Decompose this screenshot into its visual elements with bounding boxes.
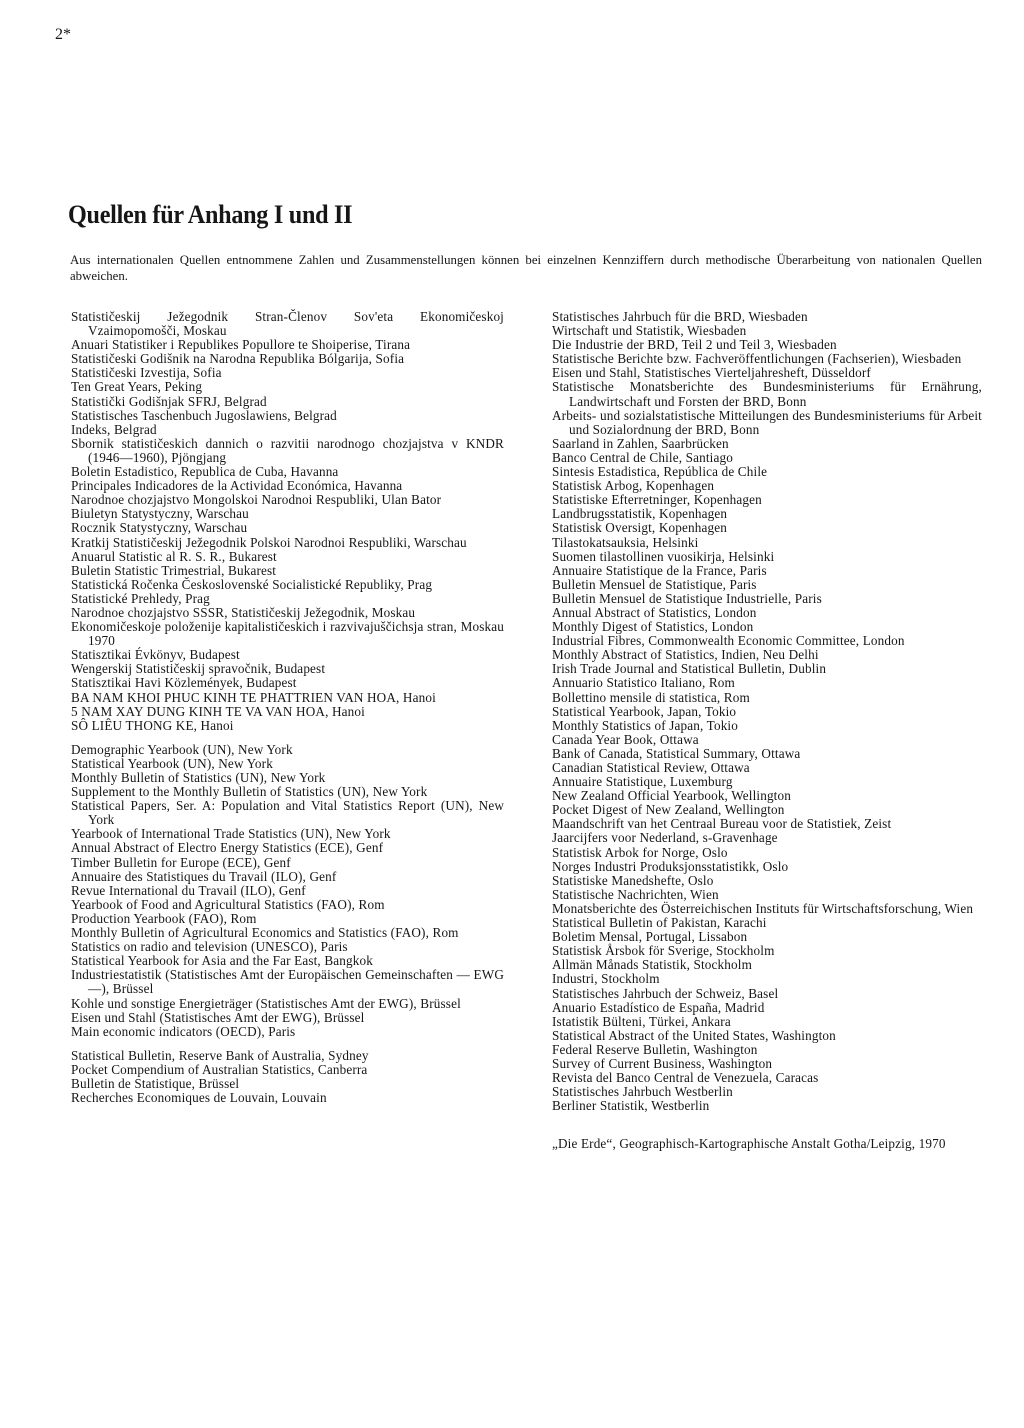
- list-item: Statistički Godišnjak SFRJ, Belgrad: [71, 393, 267, 409]
- list-item: Canada Year Book, Ottawa: [552, 731, 699, 747]
- list-item: Statisztikai Havi Közlemények, Budapest: [71, 675, 297, 691]
- list-item: Wengerskij Statističeskij spravočnik, Budapest: [71, 661, 326, 677]
- list-item: Buletin Statistic Trimestrial, Bukarest: [71, 562, 277, 578]
- list-item: Bulletin Mensuel de Statistique Industrielle, Paris: [552, 590, 822, 606]
- list-item: Allmän Månads Statistik, Stockholm: [552, 957, 752, 973]
- sources-list-left: [71, 310, 504, 1105]
- list-item: Annuaire Statistique de la France, Paris: [552, 562, 767, 578]
- list-item: Statistical Bulletin, Reserve Bank of Australia, Sydney: [71, 1047, 369, 1063]
- list-item: Sintesis Estadistica, República de Chile: [552, 464, 768, 480]
- list-item: Supplement to the Monthly Bulletin of Statistics (UN), New York: [71, 784, 428, 800]
- list-item: Annual Abstract of Statistics, London: [552, 604, 757, 620]
- list-item: Annuaire Statistique, Luxemburg: [552, 774, 733, 790]
- list-item: Biuletyn Statystyczny, Warschau: [71, 506, 249, 522]
- list-item: Bulletin Mensuel de Statistique, Paris: [552, 576, 757, 592]
- list-item: Statistisk Arbok for Norge, Oslo: [552, 844, 728, 860]
- list-item: Die Industrie der BRD, Teil 2 und Teil 3, Wiesbaden: [552, 337, 837, 353]
- page-title: Quellen für Anhang I und II: [68, 200, 353, 229]
- list-item: Annuario Statistico Italiano, Rom: [552, 675, 735, 691]
- list-item: Industrial Fibres, Commonwealth Economic Committee, London: [552, 633, 905, 649]
- list-item: Yearbook of Food and Agricultural Statistics (FAO), Rom: [71, 896, 385, 912]
- intro-paragraph: Aus internationalen Quellen entnommene Zahlen und Zusammenstellungen können bei einzelnen Kennziffern durch methodische Überarbeitung von nationalen Quellen abweichen.: [70, 253, 982, 283]
- list-item: Sbornik statističeskich dannich o razvitii narodnogo chozjajstva v KNDR (1946—1960), Pjöngjang: [71, 435, 504, 465]
- list-item: Statistical Papers, Ser. A: Population and Vital Statistics Report (UN), New York: [71, 798, 504, 828]
- list-item: Ekonomičeskoje položenije kapitalističeskich i razvivajuščichsja stran, Moskau 1970: [71, 619, 504, 649]
- list-item: Statistical Abstract of the United States, Washington: [552, 1027, 836, 1043]
- list-item: Boletim Mensal, Portugal, Lissabon: [552, 929, 748, 945]
- list-item: Statisztikai Évkönyv, Budapest: [71, 647, 240, 663]
- list-item: Tilastokatsauksia, Helsinki: [552, 534, 699, 550]
- list-item: Indeks, Belgrad: [71, 421, 157, 437]
- list-item: Bulletin de Statistique, Brüssel: [71, 1075, 240, 1091]
- list-item: Monthly Bulletin of Statistics (UN), New York: [71, 770, 326, 785]
- list-item: Statistics on radio and television (UNESCO), Paris: [71, 939, 348, 955]
- list-item: Anuario Estadístico de España, Madrid: [552, 999, 765, 1015]
- list-item: Rocznik Statystyczny, Warschau: [71, 520, 248, 536]
- list-item: Statistical Yearbook for Asia and the Far East, Bangkok: [71, 953, 373, 969]
- list-item: Industriestatistik (Statistisches Amt der Europäischen Gemeinschaften — EWG —), Brüssel: [71, 967, 504, 997]
- list-item: Statistiske Manedshefte, Oslo: [552, 872, 714, 888]
- list-item: Landbrugsstatistik, Kopenhagen: [552, 506, 728, 522]
- list-item: Statistical Yearbook (UN), New York: [71, 755, 273, 771]
- list-item: Statistisches Jahrbuch Westberlin: [552, 1084, 733, 1100]
- list-item: Monatsberichte des Österreichischen Instituts für Wirtschaftsforschung, Wien: [552, 900, 974, 916]
- list-item: Narodnoe chozjajstvo Mongolskoi Narodnoi Respubliki, Ulan Bator: [71, 492, 442, 508]
- list-item: SÔ LIÊU THONG KE, Hanoi: [71, 717, 234, 733]
- list-item: „Die Erde“, Geographisch-Kartographische Anstalt Gotha/Leipzig, 1970: [552, 1136, 946, 1152]
- list-item: Bollettino mensile di statistica, Rom: [552, 689, 750, 705]
- list-item: Suomen tilastollinen vuosikirja, Helsinki: [552, 548, 775, 564]
- list-item: Statistisches Jahrbuch für die BRD, Wiesbaden: [552, 309, 808, 324]
- list-item: Statistisk Årsbok för Sverige, Stockholm: [552, 943, 775, 959]
- list-item: Statističeski Godišnik na Narodna Republika Bólgarija, Sofia: [71, 351, 405, 367]
- list-item: Maandschrift van het Centraal Bureau voor de Statistiek, Zeist: [552, 816, 892, 832]
- list-item: Statistische Nachrichten, Wien: [552, 886, 719, 902]
- list-item: Statistische Monatsberichte des Bundesministeriums für Ernährung, Landwirtschaft und Forsten der BRD, Bonn: [552, 379, 982, 409]
- list-item: Boletin Estadistico, Republica de Cuba, Havanna: [71, 464, 339, 480]
- list-item: Statistische Berichte bzw. Fachveröffentlichungen (Fachserien), Wiesbaden: [552, 351, 962, 367]
- list-item: Statistiske Efterretninger, Kopenhagen: [552, 492, 762, 508]
- list-item: 5 NAM XAY DUNG KINH TE VA VAN HOA, Hanoi: [71, 703, 365, 719]
- list-item: Statistical Yearbook, Japan, Tokio: [552, 703, 737, 719]
- list-item: Industri, Stockholm: [552, 971, 660, 987]
- list-item: Revista del Banco Central de Venezuela, Caracas: [552, 1070, 819, 1086]
- list-item: Statistisches Taschenbuch Jugoslawiens, Belgrad: [71, 407, 337, 423]
- list-item: Bank of Canada, Statistical Summary, Ottawa: [552, 745, 801, 761]
- list-item: Monthly Digest of Statistics, London: [552, 619, 754, 635]
- list-item: BA NAM KHOI PHUC KINH TE PHATTRIEN VAN HOA, Hanoi: [71, 689, 436, 705]
- list-item: Statistisk Arbog, Kopenhagen: [552, 478, 715, 494]
- list-item: Annual Abstract of Electro Energy Statistics (ECE), Genf: [71, 840, 384, 856]
- list-item: Statističeski Izvestija, Sofia: [71, 365, 222, 381]
- sources-list-right: [552, 310, 982, 1151]
- list-item: Main economic indicators (OECD), Paris: [71, 1023, 296, 1039]
- list-item: Kratkij Statističeskij Ježegodnik Polskoi Narodnoi Respubliki, Warschau: [71, 534, 467, 550]
- list-item: Statističeskij Ježegodnik Stran-Členov Sov'eta Ekonomičeskoj Vzaimopomošči, Moskau: [71, 309, 504, 339]
- list-item: Monthly Abstract of Statistics, Indien, Neu Delhi: [552, 647, 819, 663]
- list-item: Statistisches Jahrbuch der Schweiz, Basel: [552, 985, 779, 1001]
- list-item: Statistická Ročenka Československé Socialistické Republiky, Prag: [71, 576, 433, 592]
- list-item: Jaarcijfers voor Nederland, s-Gravenhage: [552, 830, 778, 846]
- list-item: Survey of Current Business, Washington: [552, 1055, 773, 1071]
- list-item: Norges Industri Produksjonsstatistikk, Oslo: [552, 858, 789, 874]
- list-item: Anuarul Statistic al R. S. R., Bukarest: [71, 548, 277, 564]
- list-item: Monthly Statistics of Japan, Tokio: [552, 717, 738, 733]
- list-item: Berliner Statistik, Westberlin: [552, 1098, 710, 1114]
- list-item: Banco Central de Chile, Santiago: [552, 449, 733, 465]
- list-item: Monthly Bulletin of Agricultural Economics and Statistics (FAO), Rom: [71, 925, 459, 941]
- list-item: Kohle und sonstige Energieträger (Statistisches Amt der EWG), Brüssel: [71, 995, 461, 1011]
- list-item: Production Yearbook (FAO), Rom: [71, 910, 257, 926]
- list-item: Saarland in Zahlen, Saarbrücken: [552, 435, 729, 451]
- list-item: Pocket Compendium of Australian Statistics, Canberra: [71, 1061, 368, 1077]
- list-item: Statistické Prehledy, Prag: [71, 590, 210, 606]
- list-item: Narodnoe chozjajstvo SSSR, Statističeskij Ježegodnik, Moskau: [71, 604, 416, 620]
- list-item: Canadian Statistical Review, Ottawa: [552, 760, 750, 775]
- list-item: Annuaire des Statistiques du Travail (ILO), Genf: [71, 868, 337, 884]
- list-item: Statistical Bulletin of Pakistan, Karachi: [552, 915, 767, 931]
- list-item: Pocket Digest of New Zealand, Wellington: [552, 802, 785, 818]
- list-item: Yearbook of International Trade Statistics (UN), New York: [71, 826, 391, 842]
- list-item: Timber Bulletin for Europe (ECE), Genf: [71, 854, 291, 870]
- list-item: Demographic Yearbook (UN), New York: [71, 741, 293, 757]
- list-item: Recherches Economiques de Louvain, Louvain: [71, 1090, 327, 1106]
- list-item: New Zealand Official Yearbook, Wellington: [552, 788, 791, 804]
- list-item: Federal Reserve Bulletin, Washington: [552, 1041, 758, 1057]
- list-item: Eisen und Stahl, Statistisches Vierteljahresheft, Düsseldorf: [552, 365, 871, 381]
- list-item: Arbeits- und sozialstatistische Mitteilungen des Bundesministeriums für Arbeit und Sozialordnung der BRD, Bonn: [552, 407, 982, 437]
- list-item: Anuari Statistiker i Republikes Popullore te Shoiperise, Tirana: [71, 337, 411, 353]
- list-item: Eisen und Stahl (Statistisches Amt der EWG), Brüssel: [71, 1009, 365, 1025]
- list-item: Irish Trade Journal and Statistical Bulletin, Dublin: [552, 661, 827, 677]
- list-item: Revue International du Travail (ILO), Genf: [71, 882, 306, 898]
- list-item: Istatistik Bülteni, Türkei, Ankara: [552, 1013, 731, 1029]
- list-item: Ten Great Years, Peking: [71, 379, 203, 395]
- list-item: Principales Indicadores de la Actividad Económica, Havanna: [71, 478, 403, 494]
- list-item: Wirtschaft und Statistik, Wiesbaden: [552, 323, 747, 339]
- page-number: 2*: [55, 26, 71, 43]
- list-item: Statistisk Oversigt, Kopenhagen: [552, 520, 727, 536]
